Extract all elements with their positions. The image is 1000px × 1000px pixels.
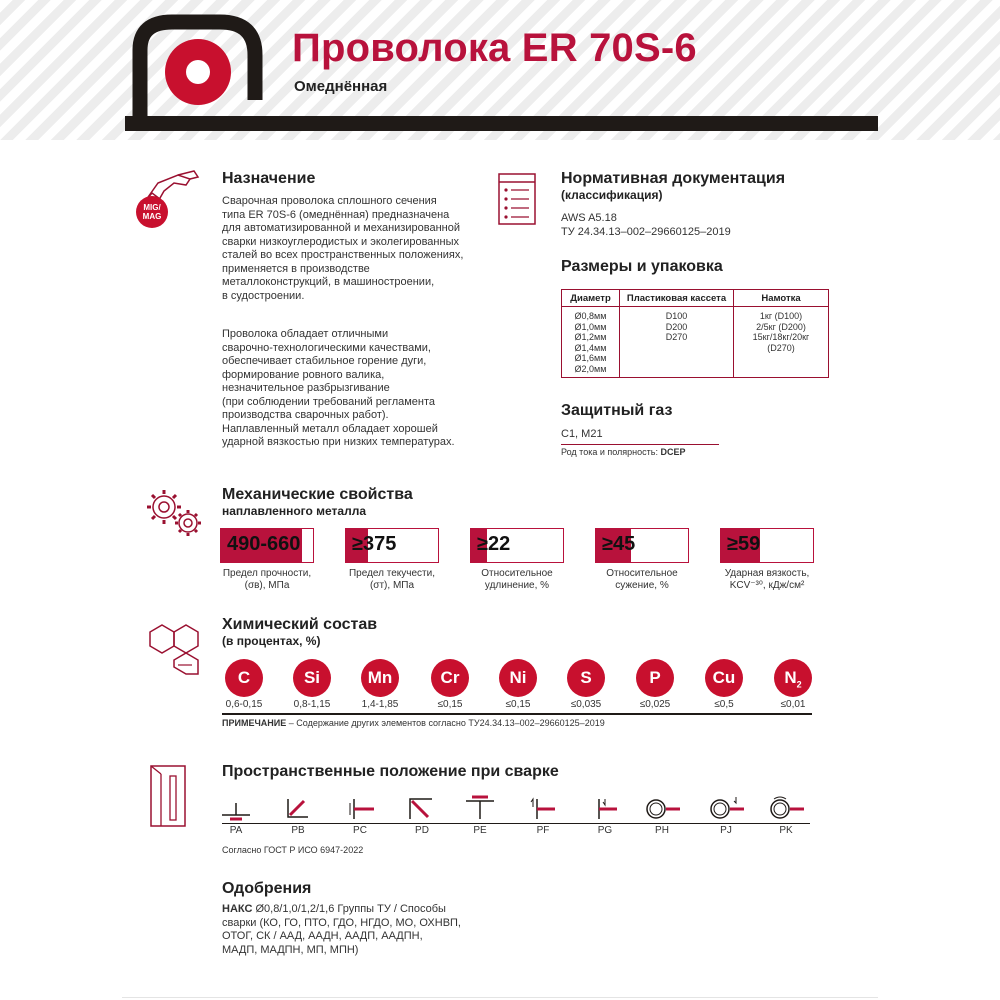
position-pipe-horizontal-icon xyxy=(642,793,682,823)
mech-label-line: KCV⁻³⁰, кДж/см² xyxy=(729,580,805,591)
mech-label xyxy=(702,568,832,592)
mech-label-line: Относительное xyxy=(606,568,678,579)
mech-label xyxy=(577,568,707,592)
element-symbol: Cu xyxy=(712,668,736,687)
header-banner xyxy=(0,0,1000,140)
position-label: PJ xyxy=(720,825,732,836)
position-flat-icon xyxy=(216,793,256,823)
purpose-p2-line: сварочно-технологическими качествами, xyxy=(222,341,431,354)
purpose-paragraph-1 xyxy=(222,195,463,303)
chemical-note-label: ПРИМЕЧАНИЕ xyxy=(222,718,287,728)
position-vertical-up-icon xyxy=(523,793,563,823)
door-panel-icon xyxy=(145,762,195,830)
molecule-icon xyxy=(140,615,210,680)
mig-badge-line2: MAG xyxy=(142,212,162,221)
position-label: PK xyxy=(779,825,793,836)
diameter-line: Ø1,2мм xyxy=(574,332,607,342)
mech-label-line: удлинение, % xyxy=(484,580,550,591)
element-value: ≤0,01 xyxy=(780,699,806,710)
purpose-p2-line: формирование ровного валика, xyxy=(222,368,385,381)
header-divider xyxy=(125,116,878,131)
element-circle xyxy=(431,659,469,697)
mech-value: ≥45 xyxy=(602,533,636,555)
position-vertical-down-icon xyxy=(585,793,625,823)
mech-label-line: Относительное xyxy=(481,568,553,579)
element-symbol: Cr xyxy=(440,668,460,687)
position-pipe-vertical-up-icon xyxy=(766,793,806,823)
mig-badge-line1: MIG/ xyxy=(143,203,161,212)
polarity-text xyxy=(561,447,685,457)
footer-divider xyxy=(122,997,878,998)
element-symbol: P xyxy=(649,668,661,687)
packaging-table xyxy=(561,289,829,378)
purpose-paragraph-2 xyxy=(222,328,455,450)
element-symbol: S xyxy=(580,668,592,687)
mech-value: 490-660 xyxy=(227,533,301,555)
positions-standard: Согласно ГОСТ Р ИСО 6947-2022 xyxy=(222,845,364,855)
mech-label xyxy=(327,568,457,592)
element-symbol: C xyxy=(237,668,251,687)
mech-label xyxy=(202,568,332,592)
cassette-line: D200 xyxy=(665,321,688,332)
position-label: PH xyxy=(655,825,669,836)
purpose-p1-line: в судостроении. xyxy=(222,289,305,302)
polarity-label: Род тока и полярность: xyxy=(561,447,661,457)
purpose-p2-line: ударной вязкостью при низких температурах. xyxy=(222,436,455,448)
position-label: PF xyxy=(536,825,550,836)
element-value: 0,8-1,15 xyxy=(293,699,331,710)
packaging-title: Размеры и упаковка xyxy=(561,258,723,275)
element-circle xyxy=(567,659,605,697)
mech-label-line: (σт), МПа xyxy=(369,580,415,591)
element-subscript: 2 xyxy=(796,679,802,690)
normative-line-2: ТУ 24.34.13–002–29660125–2019 xyxy=(561,226,731,238)
mech-label-line: Предел прочности, xyxy=(222,568,312,579)
purpose-p1-line: типа ER 70S-6 (омеднённая) предназначена xyxy=(222,208,450,221)
purpose-p1-line: применяется в производстве xyxy=(222,262,370,275)
position-overhead-icon xyxy=(460,793,500,823)
positions-title: Пространственные положение при сварке xyxy=(222,763,559,780)
winding-line: (D270) xyxy=(767,342,795,353)
cassette-line: D100 xyxy=(665,311,688,321)
chemical-note xyxy=(222,718,605,728)
mech-label xyxy=(452,568,582,592)
gas-value: C1, M21 xyxy=(561,428,603,440)
purpose-p1-line: Сварочная проволока сплошного сечения xyxy=(222,195,437,207)
element-symbol: Si xyxy=(303,668,321,687)
position-label: PE xyxy=(473,825,487,836)
approvals-line-1: Ø0,8/1,0/1,2/1,6 Группы ТУ / Способы xyxy=(252,903,446,915)
element-circle xyxy=(361,659,399,697)
element-circle xyxy=(225,659,263,697)
gas-title: Защитный газ xyxy=(561,402,673,419)
table-cell-diameters xyxy=(562,307,620,378)
element-value: ≤0,5 xyxy=(714,699,734,710)
normative-subtitle: (классификация) xyxy=(561,188,663,202)
purpose-p2-line: обеспечивает стабильное горение дуги, xyxy=(222,355,427,367)
mech-value-box xyxy=(345,528,439,563)
element-value: 0,6-0,15 xyxy=(225,699,263,710)
gears-icon xyxy=(140,485,210,540)
diameter-line: Ø2,0мм xyxy=(574,363,607,374)
welding-torch-icon xyxy=(128,165,208,230)
mech-label-line: Предел текучести, xyxy=(348,568,435,579)
chemical-divider xyxy=(222,713,812,715)
table-header-winding: Намотка xyxy=(734,290,829,307)
mech-label-line: сужение, % xyxy=(615,580,669,591)
diameter-line: Ø1,4мм xyxy=(574,342,607,353)
approvals-text xyxy=(222,903,461,957)
mech-label-line: (σв), МПа xyxy=(244,580,290,591)
chemical-subtitle: (в процентах, %) xyxy=(222,634,321,648)
mech-value: ≥375 xyxy=(352,533,397,555)
diameter-line: Ø0,8мм xyxy=(574,311,607,321)
position-label: PB xyxy=(291,825,305,836)
table-header-diameter: Диаметр xyxy=(562,290,620,307)
position-label: PG xyxy=(597,825,613,836)
mech-label-line: Ударная вязкость, xyxy=(724,568,810,579)
purpose-p1-line: сварки низкоуглеродистых и эколегированных xyxy=(222,235,459,248)
purpose-p2-line: незначительное разбрызгивание xyxy=(222,382,390,394)
chemical-title: Химический состав xyxy=(222,616,378,633)
table-cell-cassettes xyxy=(620,307,734,378)
approvals-line-4: МАДП, МАДПН, МП, МПН) xyxy=(222,943,359,956)
element-circle xyxy=(293,659,331,697)
element-circle xyxy=(774,659,812,697)
element-value: ≤0,025 xyxy=(639,699,671,710)
winding-line: 2/5кг (D200) xyxy=(756,321,806,332)
purpose-p1-line: сталей во всех пространственных положениях, xyxy=(222,249,464,261)
mech-value: ≥22 xyxy=(477,533,511,555)
winding-line: 1кг (D100) xyxy=(759,311,803,321)
mechanical-subtitle: наплавленного металла xyxy=(222,504,367,518)
page-title: Проволока ER 70S-6 xyxy=(292,26,697,70)
normative-line-1: AWS A5.18 xyxy=(561,212,617,224)
purpose-p2-line: Проволока обладает отличными xyxy=(222,328,389,340)
approvals-line-2: сварки (КО, ГО, ПТО, ГДО, НГДО, МО, ОХНВП, xyxy=(222,916,461,929)
table-cell-winding xyxy=(734,307,829,378)
normative-title: Нормативная документация xyxy=(561,170,786,187)
element-symbol: Ni xyxy=(509,668,527,687)
diameter-line: Ø1,0мм xyxy=(574,321,607,332)
element-symbol: Mn xyxy=(367,668,393,687)
approvals-line-3: ОТОГ, СК / ААД, ААДН, ААДП, ААДПН, xyxy=(222,930,423,942)
purpose-p2-line: Наплавленный металл обладает хорошей xyxy=(222,422,438,435)
purpose-p1-line: металлоконструкций, в машиностроении, xyxy=(222,276,435,288)
position-label: PD xyxy=(415,825,429,836)
purpose-p1-line: для автоматизированной и механизированной xyxy=(222,222,460,234)
page-subtitle: Омеднённая xyxy=(294,78,388,95)
approvals-bold: НАКС xyxy=(222,903,253,915)
element-circle xyxy=(705,659,743,697)
polarity-value: DCEP xyxy=(660,447,686,457)
mechanical-title: Механические свойства xyxy=(222,486,413,503)
element-value: ≤0,035 xyxy=(570,699,602,710)
mech-value-box xyxy=(470,528,564,563)
mech-value-box xyxy=(720,528,814,563)
table-header-cassette: Пластиковая кассета xyxy=(620,290,734,307)
mech-value-box xyxy=(220,528,314,563)
element-value: ≤0,15 xyxy=(505,699,531,710)
element-value: 1,4-1,85 xyxy=(361,699,399,710)
position-overhead-fillet-icon xyxy=(402,793,442,823)
mech-value: ≥59 xyxy=(727,533,761,555)
approvals-title: Одобрения xyxy=(222,880,312,897)
diameter-line: Ø1,6мм xyxy=(574,353,607,363)
cassette-line: D270 xyxy=(665,332,688,342)
positions-divider xyxy=(222,823,810,824)
winding-line: 15кг/18кг/20кг xyxy=(752,332,810,342)
position-pipe-vertical-down-icon xyxy=(706,793,746,823)
purpose-p2-line: производства сварочных работ). xyxy=(222,409,389,421)
mech-value-box xyxy=(595,528,689,563)
chemical-note-text: – Содержание других элементов согласно ТУ24.34.13–002–29660125–2019 xyxy=(286,718,605,728)
element-symbol: N xyxy=(784,668,797,687)
position-horizontal-fillet-icon xyxy=(278,793,318,823)
position-label: PC xyxy=(353,825,367,836)
gas-divider xyxy=(561,444,719,445)
purpose-title: Назначение xyxy=(222,170,316,187)
element-value: ≤0,15 xyxy=(437,699,463,710)
purpose-p2-line: (при соблюдении требований регламента xyxy=(222,395,436,408)
document-icon xyxy=(495,170,541,230)
position-horizontal-icon xyxy=(340,793,380,823)
element-circle xyxy=(636,659,674,697)
element-circle xyxy=(499,659,537,697)
position-label: PA xyxy=(229,825,243,836)
